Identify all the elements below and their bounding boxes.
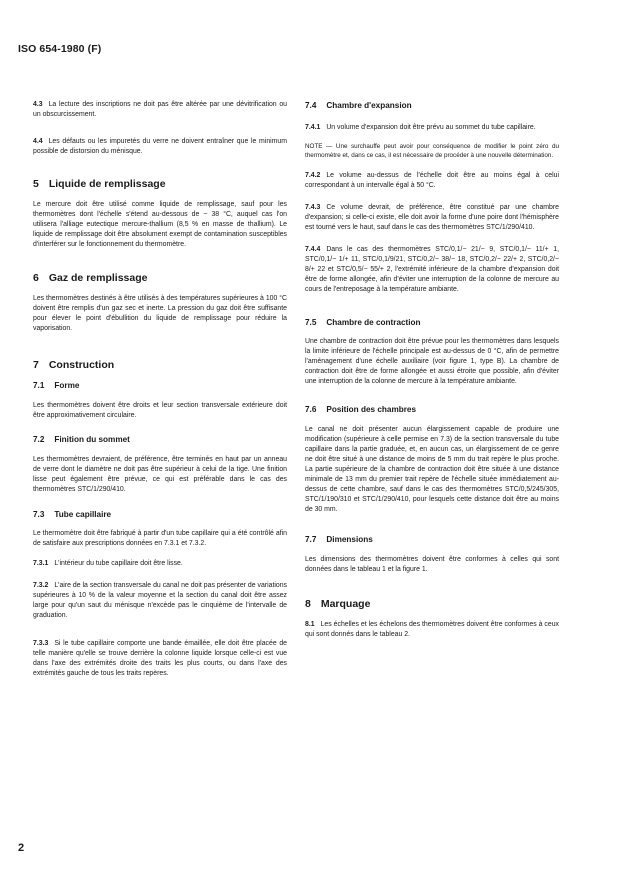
paragraph-number: 4.4 [33, 138, 43, 145]
section-7-3-text: Le thermomètre doit être fabriqué à partir d'un tube capillaire qui a été contrôlé afin de satisfaire aux prescriptions données en 7.3.1 et 7.3.2. [33, 530, 287, 547]
section-7-1-text: Les thermomètres doivent être droits et leur section transversale extérieure doit être approximativement circulaire. [33, 402, 287, 419]
section-number: 7.7 [305, 535, 317, 544]
paragraph-text: Un volume d'expansion doit être prévu au sommet du tube capillaire. [326, 124, 536, 131]
section-5-text: Le mercure doit être utilisé comme liquide de remplissage, sauf pour les thermomètres dont l'échelle s'étend au-dessous de − 38 °C, auquel cas l'on utilisera l'alliage eutectique mercure-thallium (8,5 % en masse de thallium). Le liquide de remplissage doit être absolument exempt de contamination susceptibles d'interférer sur le fonctionnement du thermomètre. [33, 201, 287, 248]
paragraph-7-3-3 [33, 639, 287, 679]
section-number: 7.3 [33, 510, 45, 519]
paragraph-text: Les échelles et les échelons des thermomètres doivent être conformes à ceux qui sont donnés dans le tableau 2. [305, 621, 559, 638]
paragraph-7-3-1 [33, 559, 287, 569]
section-7-7-heading [305, 534, 559, 545]
section-title: Chambre de contraction [326, 318, 421, 327]
section-7-2-heading [33, 434, 287, 445]
paragraph-7-4-2 [305, 171, 559, 191]
paragraph-number: 7.4.2 [305, 172, 321, 179]
paragraph-text: Le volume au-dessus de l'échelle doit être au moins égal à celui correspondant à un intervalle égal à 50 °C. [305, 172, 559, 189]
section-title: Marquage [320, 598, 371, 610]
section-number: 7.5 [305, 318, 317, 327]
section-number: 7 [33, 359, 39, 371]
section-7-4-heading [305, 100, 559, 111]
paragraph-number: 7.4.4 [305, 246, 321, 253]
section-6-text: Les thermomètres destinés à être utilisés à des températures supérieures à 100 °C doivent être remplis d'un gaz sec et inerte. La pression du gaz doit être suffisante pour élever le point d'ébullition du liquide de remplissage pour réduire la vaporisation. [33, 295, 287, 332]
paragraph-7-3-2 [33, 581, 287, 621]
section-7-5-heading [305, 317, 559, 328]
paragraph-number: 7.4.3 [305, 204, 321, 211]
paragraph-text: Les défauts ou les impuretés du verre ne doivent entraîner que le minimum possible de distorsion du ménisque. [33, 138, 287, 155]
section-5-heading [33, 177, 287, 191]
section-number: 7.2 [33, 435, 45, 444]
paragraph-4-4 [33, 137, 287, 157]
section-title: Tube capillaire [54, 510, 112, 519]
document-header: ISO 654-1980 (F) [18, 43, 102, 55]
paragraph-number: 7.3.3 [33, 640, 49, 647]
section-title: Liquide de remplissage [48, 178, 166, 190]
paragraph-8-1 [305, 620, 559, 640]
paragraph-number: 7.3.2 [33, 582, 49, 589]
section-7-5-text: Une chambre de contraction doit être prévue pour les thermomètres dans lesquels la limite inférieure de l'échelle principale est au-dessus de 0 °C, afin de permettre l'aménagement d'une échelle auxiliaire (voir figure 1, type B). La chambre de contraction doit être de forme allongée et aussi étroite que possible, afin d'éviter une interruption de la colonne de mercure à la température ambiante. [305, 338, 559, 385]
paragraph-number: 8.1 [305, 621, 315, 628]
section-number: 5 [33, 178, 39, 190]
paragraph-4-3 [33, 100, 287, 120]
paragraph-number: 7.3.1 [33, 560, 49, 567]
paragraph-number: 7.4.1 [305, 124, 321, 131]
section-7-1-heading [33, 380, 287, 391]
paragraph-number: 4.3 [33, 101, 43, 108]
section-title: Gaz de remplissage [48, 272, 148, 284]
section-7-6-text: Le canal ne doit présenter aucun élargissement capable de produire une modification (supérieure à celle permise en 7.3) de la section transversale du tube capillaire dans la partie graduée, et, en aucun cas, un élargissement de ce genre ne doit être situé à une distance de moins de 5 mm du trait repère le plus proche. La partie supérieure de la chambre de contraction doit être située à une distance minimale de 13 mm du premier trait repère de l'échelle située immédiatement au-dessus de cette chambre, sauf dans le cas des thermomètres STC/0,5/245/305, STC/1/190/310 et STC/1/290/410, pour lesquels cette distance doit être au moins de 30 mm. [305, 426, 559, 513]
section-7-2-text: Les thermomètres devraient, de préférence, être terminés en haut par un anneau de verre dont le diamètre ne doit pas être supérieur à celui de la tige. Une finition lisse peut également être prévue, ce qui est préférable dans le cas des thermomètres STC/1/290/410. [33, 456, 287, 493]
left-column [33, 100, 287, 679]
section-title: Position des chambres [326, 405, 417, 414]
paragraph-text: Ce volume devrait, de préférence, être constitué par une chambre d'expansion; si celle-ci existe, elle doit avoir la forme d'une poire dont l'hémisphère est tourné vers le haut, sauf dans le cas des thermomètres STC/1/290/410. [305, 204, 559, 231]
section-title: Chambre d'expansion [326, 101, 412, 110]
paragraph-7-4-3 [305, 203, 559, 233]
note-text: NOTE — Une surchauffe peut avoir pour conséquence de modifier le point zéro du thermomètre et, dans ce cas, il est nécessaire de procéder à une nouvelle détermination. [305, 143, 559, 159]
section-title: Dimensions [326, 535, 373, 544]
paragraph-text: La lecture des inscriptions ne doit pas être altérée par une dévitrification ou un obscurcissement. [33, 101, 287, 118]
section-7-3-heading [33, 509, 287, 520]
section-6-heading [33, 271, 287, 285]
paragraph-text: L'intérieur du tube capillaire doit être lisse. [54, 560, 183, 567]
section-title: Construction [48, 359, 115, 371]
section-7-7-text: Les dimensions des thermomètres doivent être conformes à celles qui sont données dans le tableau 1 et la figure 1. [305, 556, 559, 573]
page-number: 2 [18, 842, 25, 854]
section-number: 7.6 [305, 405, 317, 414]
paragraph-7-4-1 [305, 123, 559, 133]
section-title: Finition du sommet [54, 435, 130, 444]
paragraph-text: Si le tube capillaire comporte une bande émaillée, elle doit être placée de telle manière qu'elle se trouve derrière la colonne liquide lorsque celle-ci est vue dans l'axe des extrémités droite des traits les plus courts, ou dans l'axe des extrémités gauche de tous les traits repères. [33, 640, 287, 677]
section-number: 6 [33, 272, 39, 284]
paragraph-text: L'aire de la section transversale du canal ne doit pas présenter de variations supérieures à 10 % de la valeur moyenne et la section du canal doit être assez large pour qu'un saut du ménisque n'excède pas le cinquième de l'intervalle de graduation. [33, 582, 287, 619]
section-7-heading [33, 358, 287, 372]
section-7-6-heading [305, 404, 559, 415]
section-title: Forme [54, 381, 80, 390]
paragraph-7-4-4 [305, 245, 559, 295]
right-column [305, 100, 559, 640]
section-8-heading [305, 597, 559, 611]
section-number: 7.4 [305, 101, 317, 110]
section-number: 8 [305, 598, 311, 610]
section-number: 7.1 [33, 381, 45, 390]
paragraph-text: Dans le cas des thermomètres STC/0,1/− 21/− 9, STC/0,1/− 11/+ 1, STC/0,1/− 1/+ 11, STC/0,1/9/21, STC/0,2/− 38/− 18, STC/0,2/− 22/+ 2, STC/0,2/− 8/+ 22 et STC/0,5/− 55/+ 2, l'extrémité inférieure de la chambre d'expansion doit être de forme allongée, afin d'éviter une interruption de la colonne de mercure au cours de l'entreposage à la température ambiante. [305, 246, 559, 293]
